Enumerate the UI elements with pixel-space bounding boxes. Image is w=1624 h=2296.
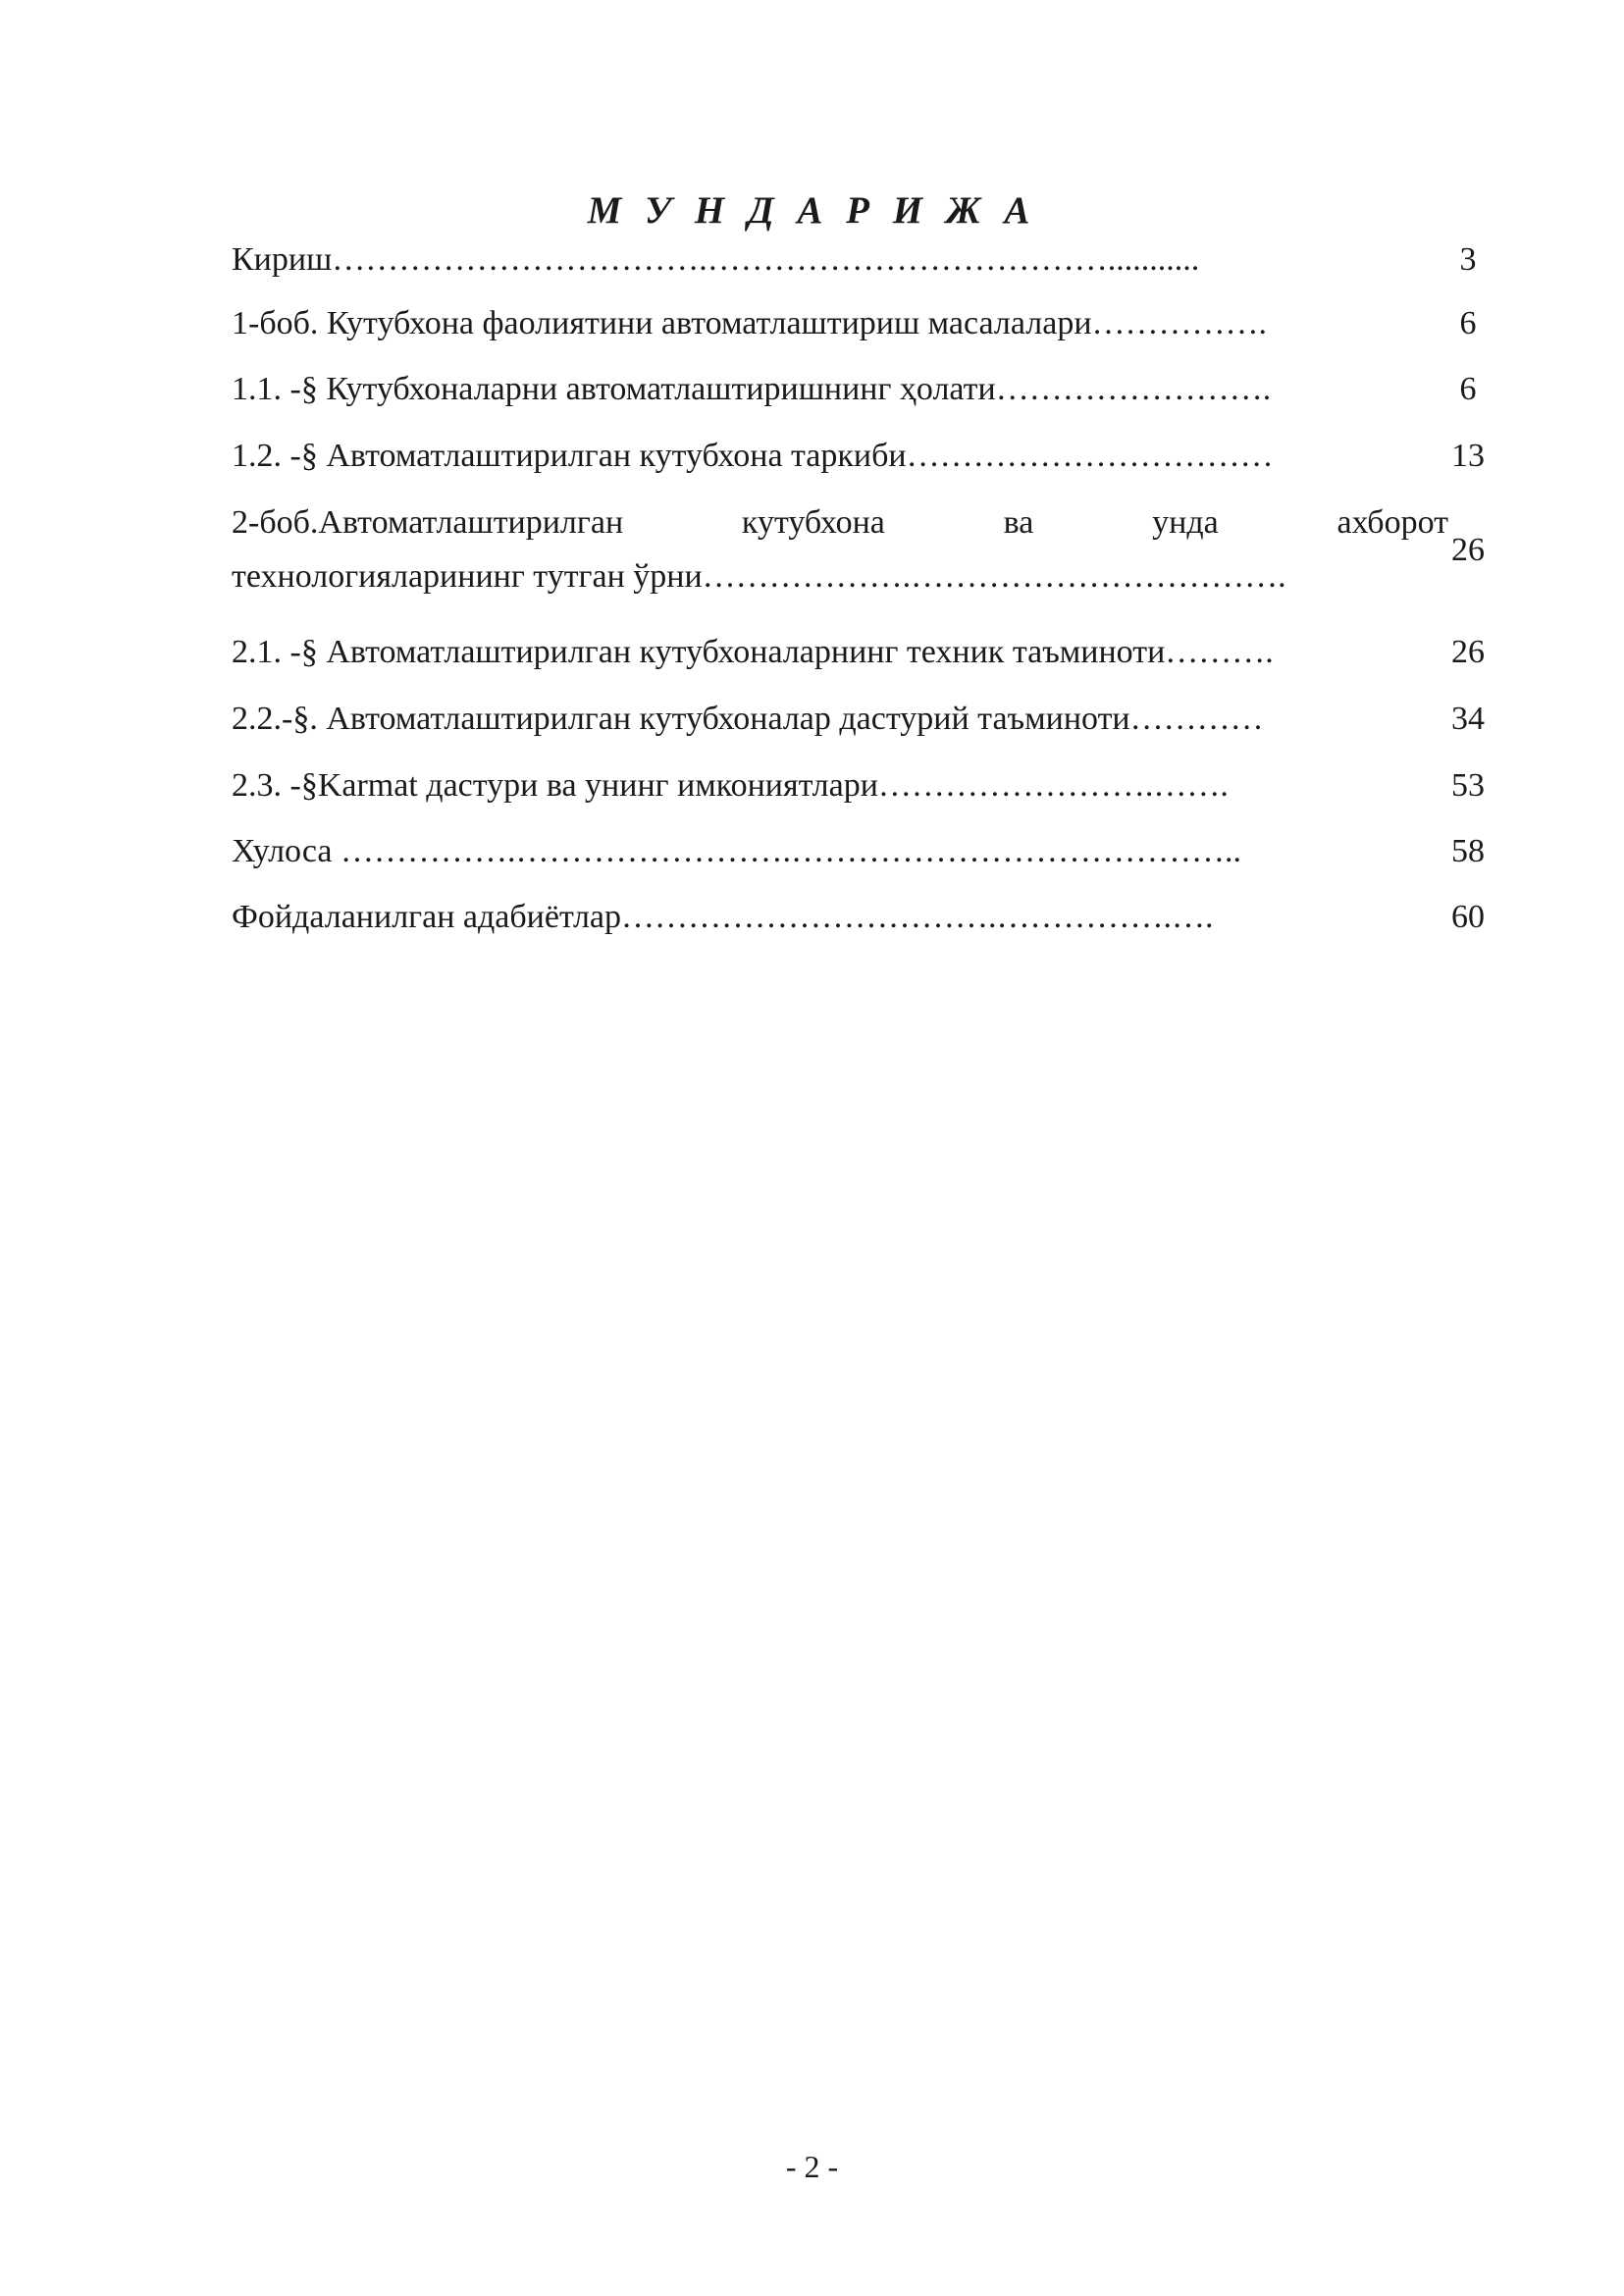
toc-entry-title: Кириш…………………………….………………………………........... bbox=[232, 241, 1200, 278]
toc-entry-title: Хулоса …………….…………………….………………………………….. bbox=[232, 833, 1241, 869]
toc-entry-page: 60 bbox=[1451, 899, 1485, 935]
toc-entry-page: 26 bbox=[1451, 532, 1485, 568]
toc-entry-page: 58 bbox=[1451, 833, 1485, 869]
toc-entry-title: 2.2.-§. Автоматлаштирилган кутубхоналар дастурий таъминоти………… bbox=[232, 701, 1264, 737]
toc-entry-title: 2.1. -§ Автоматлаштирилган кутубхоналарнинг техник таъминоти………. bbox=[232, 634, 1274, 670]
toc-entry-title: 2.3. -§Karmat дастури ва унинг имкониятлари…………………….……. bbox=[232, 767, 1229, 804]
toc-entry-page: 6 bbox=[1459, 305, 1477, 341]
toc-entry-page: 53 bbox=[1451, 767, 1485, 804]
page-number: - 2 - bbox=[785, 2149, 839, 2184]
toc-entry-title-line2: технологияларининг тутган ўрни……………….……………………………. bbox=[232, 558, 1286, 595]
toc-entry-title: Фойдаланилган адабиётлар…………………………….…………….…. bbox=[232, 899, 1214, 935]
toc-entry bbox=[232, 498, 1507, 597]
toc-entry-page: 13 bbox=[1451, 438, 1485, 474]
toc-entry-page: 6 bbox=[1459, 371, 1477, 407]
toc-entry-page: 26 bbox=[1451, 634, 1485, 670]
toc-entry-title: 1.2. -§ Автоматлаштирилган кутубхона таркиби…………………………… bbox=[232, 438, 1274, 474]
toc-entry-title-line1: 2-боб.Автоматлаштирилган кутубхона ва унда ахборот bbox=[232, 504, 1448, 541]
toc-entry-page: 34 bbox=[1451, 701, 1485, 737]
toc-entry-title: 1.1. -§ Кутубхоналарни автоматлаштиришнинг ҳолати……………………. bbox=[232, 371, 1272, 407]
toc-entry-title: 1-боб. Кутубхона фаолиятини автоматлаштириш масалалари……………. bbox=[232, 305, 1268, 341]
toc-entry-page: 3 bbox=[1459, 241, 1477, 278]
page-title: М У Н Д А Р И Ж А bbox=[587, 189, 1037, 232]
